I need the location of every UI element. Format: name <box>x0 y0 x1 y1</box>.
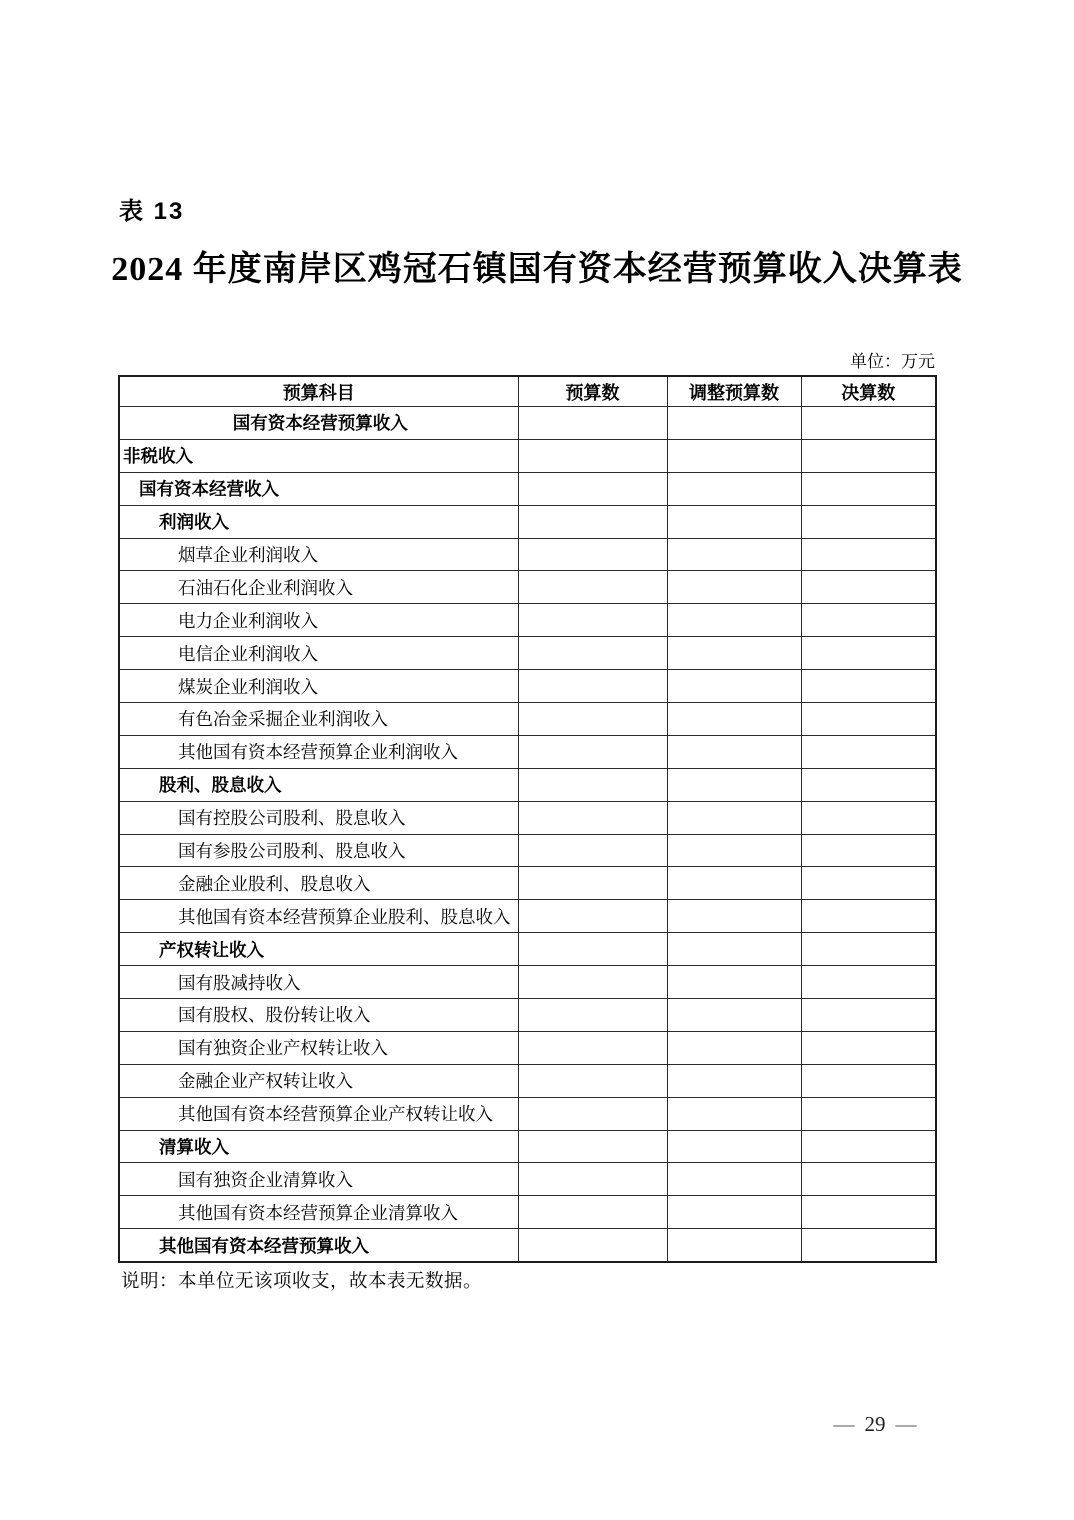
value-cell <box>801 933 936 966</box>
value-cell <box>667 801 801 834</box>
value-cell <box>667 1229 801 1262</box>
value-cell <box>801 735 936 768</box>
value-cell <box>801 1031 936 1064</box>
value-cell <box>801 801 936 834</box>
budget-subject-cell: 其他国有资本经营预算收入 <box>119 1229 518 1262</box>
value-cell <box>518 571 667 604</box>
table-body <box>119 407 936 1263</box>
value-cell <box>518 933 667 966</box>
budget-subject-cell: 其他国有资本经营预算企业股利、股息收入 <box>119 900 518 933</box>
value-cell <box>801 1196 936 1229</box>
column-header-subject: 预算科目 <box>119 376 518 407</box>
value-cell <box>801 604 936 637</box>
value-cell <box>518 505 667 538</box>
value-cell <box>667 472 801 505</box>
budget-subject-cell: 清算收入 <box>119 1130 518 1163</box>
table-row <box>119 1196 936 1229</box>
budget-subject-cell: 国有独资企业清算收入 <box>119 1163 518 1196</box>
table-row <box>119 1064 936 1097</box>
value-cell <box>518 604 667 637</box>
value-cell <box>801 439 936 472</box>
value-cell <box>667 538 801 571</box>
header-row <box>119 376 936 407</box>
value-cell <box>801 472 936 505</box>
budget-subject-cell: 国有股权、股份转让收入 <box>119 999 518 1032</box>
budget-subject-cell: 石油石化企业利润收入 <box>119 571 518 604</box>
value-cell <box>801 670 936 703</box>
value-cell <box>667 900 801 933</box>
column-header-adjusted-budget: 调整预算数 <box>667 376 801 407</box>
value-cell <box>518 439 667 472</box>
page-number-value: 29 <box>864 1412 886 1436</box>
table-row <box>119 1097 936 1130</box>
table-number-label: 表 13 <box>119 198 185 225</box>
table-row <box>119 439 936 472</box>
value-cell <box>667 505 801 538</box>
table-row <box>119 966 936 999</box>
value-cell <box>801 1130 936 1163</box>
value-cell <box>801 703 936 736</box>
budget-subject-cell: 国有股减持收入 <box>119 966 518 999</box>
table-header <box>119 376 936 407</box>
value-cell <box>518 1097 667 1130</box>
value-cell <box>518 407 667 440</box>
unit-label: 单位：万元 <box>850 352 935 371</box>
budget-subject-cell: 金融企业产权转让收入 <box>119 1064 518 1097</box>
value-cell <box>667 768 801 801</box>
value-cell <box>518 538 667 571</box>
value-cell <box>667 1097 801 1130</box>
value-cell <box>801 505 936 538</box>
value-cell <box>667 571 801 604</box>
table-row <box>119 505 936 538</box>
table-row <box>119 1130 936 1163</box>
value-cell <box>801 1097 936 1130</box>
value-cell <box>667 703 801 736</box>
budget-subject-cell: 煤炭企业利润收入 <box>119 670 518 703</box>
budget-subject-cell: 烟草企业利润收入 <box>119 538 518 571</box>
value-cell <box>518 1163 667 1196</box>
value-cell <box>667 1064 801 1097</box>
page-title: 2024 年度南岸区鸡冠石镇国有资本经营预算收入决算表 <box>111 251 963 288</box>
budget-subject-cell: 电力企业利润收入 <box>119 604 518 637</box>
table-row <box>119 472 936 505</box>
value-cell <box>667 604 801 637</box>
value-cell <box>667 834 801 867</box>
table-row <box>119 999 936 1032</box>
value-cell <box>667 1130 801 1163</box>
table-row <box>119 768 936 801</box>
table-row <box>119 1031 936 1064</box>
table-row <box>119 1163 936 1196</box>
value-cell <box>801 407 936 440</box>
table-row <box>119 801 936 834</box>
value-cell <box>667 966 801 999</box>
value-cell <box>801 1229 936 1262</box>
value-cell <box>518 834 667 867</box>
value-cell <box>801 999 936 1032</box>
value-cell <box>801 768 936 801</box>
value-cell <box>667 867 801 900</box>
budget-table <box>118 375 937 1263</box>
value-cell <box>518 900 667 933</box>
budget-subject-cell: 有色冶金采掘企业利润收入 <box>119 703 518 736</box>
budget-subject-cell: 国有资本经营收入 <box>119 472 518 505</box>
value-cell <box>667 407 801 440</box>
table-row <box>119 571 936 604</box>
table-row <box>119 407 936 440</box>
table-row <box>119 604 936 637</box>
budget-subject-cell: 国有控股公司股利、股息收入 <box>119 801 518 834</box>
value-cell <box>518 801 667 834</box>
budget-subject-cell: 国有独资企业产权转让收入 <box>119 1031 518 1064</box>
value-cell <box>667 439 801 472</box>
value-cell <box>518 1031 667 1064</box>
page-number-dash-left: — <box>833 1412 855 1436</box>
table-row <box>119 637 936 670</box>
value-cell <box>518 768 667 801</box>
table-row <box>119 538 936 571</box>
value-cell <box>801 966 936 999</box>
value-cell <box>801 900 936 933</box>
value-cell <box>801 1163 936 1196</box>
value-cell <box>667 1196 801 1229</box>
value-cell <box>801 867 936 900</box>
value-cell <box>667 1163 801 1196</box>
column-header-final: 决算数 <box>801 376 936 407</box>
value-cell <box>801 571 936 604</box>
value-cell <box>801 538 936 571</box>
table-row <box>119 867 936 900</box>
value-cell <box>518 637 667 670</box>
value-cell <box>518 735 667 768</box>
budget-subject-cell: 其他国有资本经营预算企业清算收入 <box>119 1196 518 1229</box>
footnote: 说明：本单位无该项收支，故本表无数据。 <box>121 1272 483 1292</box>
budget-subject-cell: 产权转让收入 <box>119 933 518 966</box>
table-row <box>119 834 936 867</box>
budget-subject-cell: 非税收入 <box>119 439 518 472</box>
value-cell <box>518 703 667 736</box>
value-cell <box>518 1196 667 1229</box>
table-row <box>119 933 936 966</box>
value-cell <box>518 966 667 999</box>
value-cell <box>518 1130 667 1163</box>
value-cell <box>801 834 936 867</box>
value-cell <box>801 637 936 670</box>
budget-subject-cell: 其他国有资本经营预算企业产权转让收入 <box>119 1097 518 1130</box>
value-cell <box>667 735 801 768</box>
page-number-dash-right: — <box>895 1412 917 1436</box>
value-cell <box>518 999 667 1032</box>
table-row <box>119 670 936 703</box>
value-cell <box>801 1064 936 1097</box>
budget-subject-cell: 其他国有资本经营预算企业利润收入 <box>119 735 518 768</box>
table-row <box>119 1229 936 1262</box>
budget-subject-cell: 国有参股公司股利、股息收入 <box>119 834 518 867</box>
table-row <box>119 703 936 736</box>
column-header-budget: 预算数 <box>518 376 667 407</box>
table-row <box>119 900 936 933</box>
budget-subject-cell: 电信企业利润收入 <box>119 637 518 670</box>
budget-subject-cell: 股利、股息收入 <box>119 768 518 801</box>
value-cell <box>518 472 667 505</box>
value-cell <box>667 933 801 966</box>
budget-subject-cell: 金融企业股利、股息收入 <box>119 867 518 900</box>
value-cell <box>518 670 667 703</box>
table-row <box>119 735 936 768</box>
value-cell <box>518 1064 667 1097</box>
value-cell <box>518 1229 667 1262</box>
budget-subject-cell: 国有资本经营预算收入 <box>119 407 518 440</box>
value-cell <box>667 670 801 703</box>
page-number <box>760 1412 990 1437</box>
value-cell <box>667 999 801 1032</box>
value-cell <box>518 867 667 900</box>
value-cell <box>667 1031 801 1064</box>
value-cell <box>667 637 801 670</box>
budget-subject-cell: 利润收入 <box>119 505 518 538</box>
